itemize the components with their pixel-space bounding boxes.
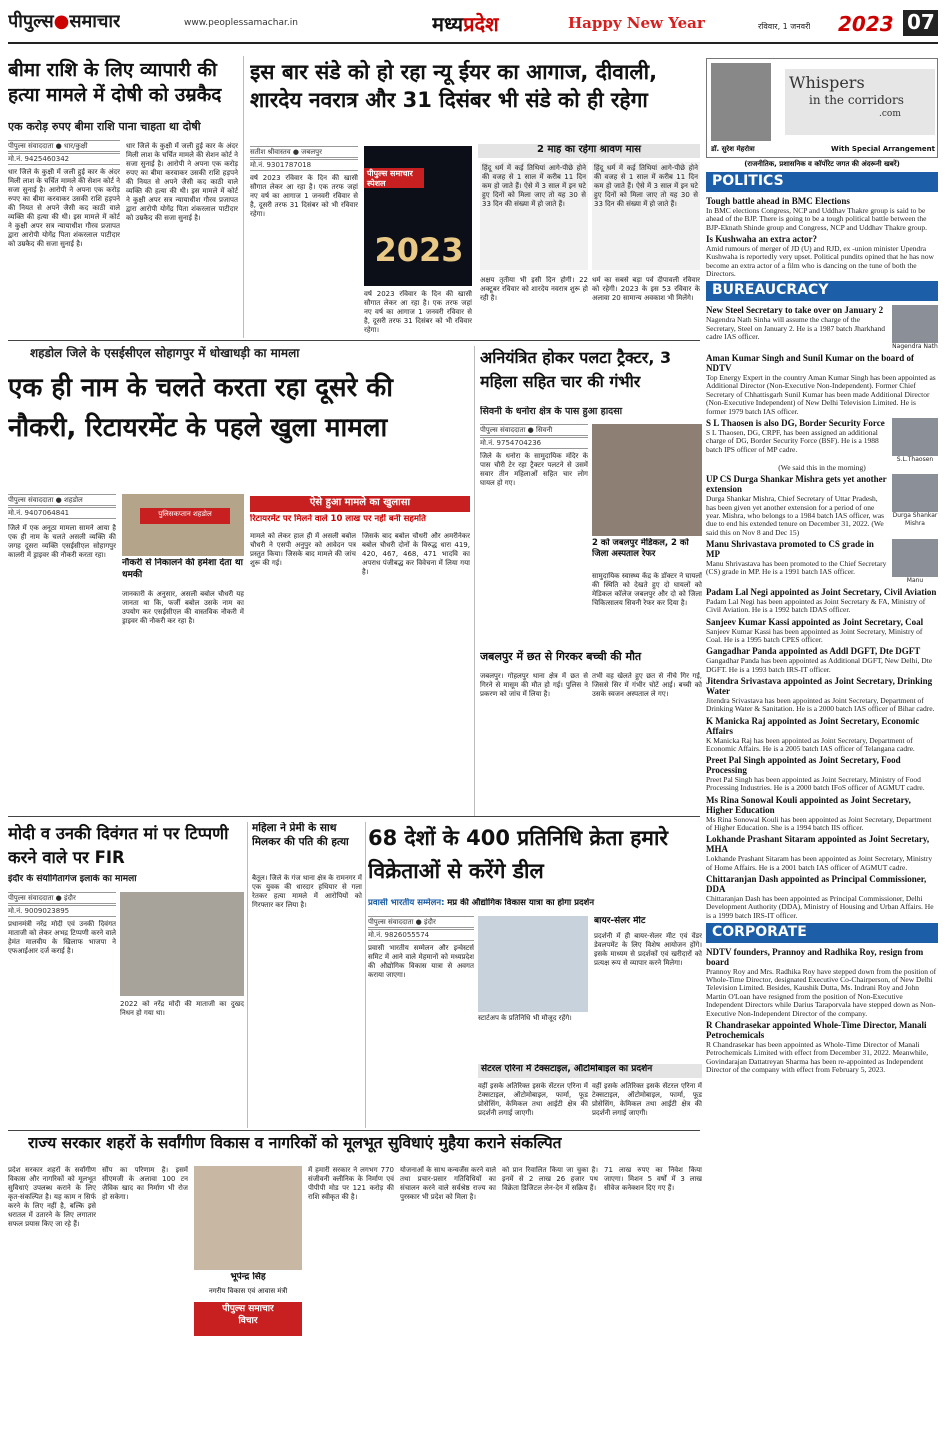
story9-author: भूपेन्द्र सिंह [230, 1272, 266, 1282]
whisper-body: K Manicka Raj has been appointed as Joint Secretary, Department of Economic Affairs. He is a 2005 batch IAS officer of Telangana cadre. [706, 735, 915, 753]
whisper-body: Gangadhar Panda has been appointed as Additional DGFT, New Delhi, Dte DGFT. He is a 1993 batch IRS-IT officer. [706, 656, 933, 674]
official-photo [892, 474, 938, 528]
column-rule [365, 822, 366, 1128]
story3-box-title: ऐसे हुआ मामले का खुलासा [250, 496, 470, 512]
whisper-item [706, 351, 938, 416]
whisper-headline: R Chandrasekar appointed Whole-Time Director, Manali Petrochemicals [706, 1019, 927, 1040]
section-header-corporate: CORPORATE [706, 923, 938, 943]
whisper-headline: Lokhande Prashant Sitaram appointed as Joint Secretary, MHA [706, 834, 930, 855]
story5-headline: जबलपुर में छत से गिरकर बच्ची की मौत [480, 650, 642, 663]
whispers-header [706, 58, 938, 158]
issue-date: रविवार, 1 जनवरी [758, 22, 811, 31]
story8-subhead: मप्र की औद्योगिक विकास यात्रा का होगा प्रदर्शन [447, 898, 595, 908]
story9-body3: में हमारी सरकार ने लगभग 770 संजीवनी क्लीनिक के निर्माण एवं पीपीपी मोड पर 121 करोड़ की राशि स्वीकृत की है। [308, 1166, 394, 1201]
whisper-body: R Chandrasekar has been appointed as Whole-Time Director of Manali Petrochemicals Limited with effect from December 31, 2022. Meanwhile, Govindarajan Dattatreyan Sharma has been re-appointed as Independent Director of the company with effect from February 5, 2023. [706, 1039, 929, 1074]
whisper-headline: Preet Pal Singh appointed as Joint Secretary, Food Processing [706, 755, 901, 776]
story1-byline: पीपुल्स संवाददाता ● धार/कुक्षी [8, 140, 120, 152]
story2-body: वर्ष 2023 रविवार के दिन की खासी सौगात लेकर आ रहा है। एक तरफ जहां नए वर्ष का आगाज 1 जनवरी रविवार से है, दूसरी तरफ 31 दिसंबर को भी रविवार रहेगा। [250, 174, 358, 218]
whisper-headline: Aman Kumar Singh and Sunil Kumar on the board of NDTV [706, 353, 914, 374]
story4-mobile: मो.नं. 9754704236 [480, 437, 588, 449]
story1-body-col2: धार जिले के कुक्षी में जली हुई कार के अंदर मिली लाश के चर्चित मामले की सेशन कोर्ट ने सजा सुनाई है। आरोपी ने अपना एक करोड़ रुपए का बीमा करवाकर उसकी राशि हड़पने की नियत से अपने जैसी कद काठी वाले व्यक्ति की हत्या की थी। इस मामले में कोर्ट ने कुक्षी अपर सत्र न्यायाधीश गौरव प्रजापत द्वारा आरोपी योगेंद्र पिता शंकरलाल पाटीदार को उम्रकैद की सजा सुनाई है। [126, 142, 238, 222]
story8-mobile: मो.नं. 9826055574 [368, 929, 474, 941]
story1-subhead: एक करोड़ रुपए बीमा राशि पाना चाहता था दोषी [8, 120, 201, 133]
shravan-box-body: हिंदू धर्म में कई तिथियां आगे-पीछे होने की वजह से 1 साल में करीब 11 दिन कम हो जाते हैं। ऐसे में 3 साल में इन घटे हुए दिनों को मिला जाए तो यह 30 से 33 दिन की संख्या में हो जाते हैं। [480, 162, 588, 270]
whisper-item [706, 832, 938, 872]
trade-hall-photo [478, 916, 588, 1012]
story3-kicker: शहडोल जिले के एसईसीएल सोहागपुर में धोखाधड़ी का मामला [30, 346, 300, 360]
whisper-item [706, 472, 938, 537]
shravan-box-title: 2 माह का रहेगा श्रावण मास [478, 144, 700, 158]
whisper-body: Lokhande Prashant Sitaram has been appointed as Joint Secretary, Ministry of Home Affairs. He is a 2001 batch IAS officer of AGMUT cadre. [706, 854, 933, 872]
whisper-body: Ms Rina Sonowal Kouli has been appointed as Joint Secretary, Department of Higher Education. She is a 1994 batch IIS officer. [706, 814, 932, 833]
official-photo [892, 418, 938, 462]
photo-year-text: 2023 [374, 231, 464, 266]
whispers-logo: Whispers in the corridors .com [785, 69, 935, 135]
story8-bottom-body2: वहीं इसके अतिरिक्त इसके सेंटरल एरिना में टेक्सटाइल, ऑटोमोबाइल, फार्मा, फूड प्रोसेसिंग, केमिकल तथा आईटी क्षेत्र की प्रदर्शनी लगाई जाएगी। [592, 1082, 702, 1117]
story3-side-body: जानकारी के अनुसार, असली बबोल चौधरी यह जानता था कि, फर्जी बबोल उसके नाम का उपयोग कर एसईसीएल की वास्तविक नौकरी में ड्राइवर की नौकरी कर रहा है। [122, 590, 244, 625]
whisper-body: S L Thaosen, DG, CRPF, has been assigned an additional charge of DG, Border Security Force (BSF). He is a 1988 batch IPS officer of MP cadre. [706, 427, 879, 454]
story8-headline: 68 देशों के 400 प्रतिनिधि क्रेता हमारे विक्रेताओं से करेंगे डील [368, 826, 669, 883]
whisper-body: Chittaranjan Dash has been appointed as Principal Commissioner, Delhi Development Authority (DDA), Ministry of Housing and Urban Affairs. He is a 1999 batch IRS-IT officer. [706, 893, 934, 920]
whisper-item [706, 194, 938, 232]
story6-byline: पीपुल्स संवाददाता ● इंदौर [8, 892, 116, 904]
story4-side-body: सामुदायिक स्वास्थ्य केंद्र के डॉक्टर ने घायलों की स्थिति को देखते हुए दो घायलों को मेडिकल कॉलेज जबलपुर और दो को जिला चिकित्सालय सिवनी रेफर कर दिया है। [592, 572, 702, 607]
whisper-item [706, 872, 938, 920]
whisper-item [706, 945, 938, 1018]
protest-photo [120, 892, 244, 996]
story6-subhead: इंदौर के संयोगितागंज इलाके का मामला [8, 874, 137, 884]
whisper-body: Jitendra Srivastava has been appointed as Joint Secretary, Department of Drinking Water & Sanitation. He is a 2000 batch IAS officer of Bihar cadre. [706, 695, 935, 714]
story8-side-body: प्रदर्शनी में ही बायर-सेलर मीट एवं वेंडर डेवलपमेंट के लिए विशेष आयोजन होंगे। इसके माध्यम से प्रदर्शकों एवं खरीदारों को प्रत्यक्ष रूप से व्यापार करने मिलेगा। [594, 932, 702, 967]
story6-body: प्रधानमंत्री नरेंद्र मोदी एवं उनकी दिवंगत माताजी को लेकर अभद्र टिप्पणी करने वाले हेमंत मालवीय के खिलाफ भाजपा ने एफआईआर दर्ज कराई है। [8, 920, 116, 955]
brand-logo[interactable]: पीपुल्स●समाचार [8, 11, 121, 32]
minister-photo [194, 1166, 302, 1270]
story3-mobile: मो.नं. 9407064841 [8, 507, 116, 519]
whispers-sections [706, 172, 938, 1074]
story1-headline: बीमा राशि के लिए व्यापारी की हत्या मामले में दोषी को उम्रकैद [8, 59, 222, 106]
injured-woman-photo [592, 424, 702, 536]
section-title: मध्यप्रदेश [432, 12, 499, 36]
page-number: 07 [903, 10, 938, 36]
story4-subhead: सिवनी के धनोरा क्षेत्र के पास हुआ हादसा [480, 406, 623, 417]
story6-photo-caption: 2022 को नरेंद्र मोदी की माताजी का दुखद निधन हो गया था। [120, 1000, 244, 1017]
story8-byline: पीपुल्स संवाददाता ● इंदौर [368, 916, 474, 928]
story2-headline: इस बार संडे को हो रहा न्यू ईयर का आगाज, दीवाली, शारदेय नवरात्र और 31 दिसंबर भी संडे को ही रहेगा [250, 60, 658, 113]
whisper-item [706, 232, 938, 278]
column-rule [474, 346, 475, 816]
whisper-body: Manu Shrivastava has been promoted to the Chief Secretary (CS) grade in MP. He is a 1991 batch IAS officer. [706, 558, 887, 577]
whisper-body: Preet Pal Singh has been appointed as Joint Secretary, Ministry of Food Processing Industries. He is a 2000 batch IFoS officer of AGMUT cadre. [706, 775, 925, 793]
sp-office-photo [122, 494, 244, 556]
whisper-item [706, 537, 938, 585]
story2-byline: सतीश श्रीवास्तव ● जबलपुर [250, 146, 358, 158]
story9-body4: योजनाओं के साथ कन्वर्जेंस करने वाले तथा प्रचार-प्रसार गतिविधियों का संचालन करने वाले सर्वश्रेष्ठ राज्य का पुरस्कार भी प्रदेश को मिला है। [400, 1166, 496, 1201]
whisper-headline: New Steel Secretary to take over on January 2 [706, 305, 884, 316]
shravan-box-body-col2: हिंदू धर्म में कई तिथियां आगे-पीछे होने की वजह से 1 साल में करीब 11 दिन कम हो जाते हैं। ऐसे में 3 साल में इन घटे हुए दिनों को मिला जाए तो यह 30 से 33 दिन की संख्या में हो जाते हैं। [592, 162, 700, 270]
story6-headline: मोदी व उनकी दिवंगत मां पर टिप्पणी करने वाले पर FIR [8, 824, 229, 867]
whisper-body: (We said this in the morning) [778, 464, 866, 473]
story9-body6: 71 लाख रुपए का निवेश किया जाएगा। मिशन 5 वर्षों में 3 लाख सीवेज कनेक्शन दिए गए हैं। [604, 1166, 702, 1192]
whisper-body: Top Energy Expert in the country Aman Kumar Singh has been appointed as Additional Director (Non-Executive Non-Independent). Former Chief Secretary of Chhattisgarh Sunil Kumar has been made Additional Director (Non-Executive Independent) of New Delhi Television Limited. He is former 1979 batch IAS officer. [706, 373, 936, 416]
whisper-item [706, 753, 938, 793]
whisper-headline: Padam Lal Negi appointed as Joint Secretary, Civil Aviation [706, 587, 937, 598]
whisper-headline: Is Kushwaha an extra actor? [706, 233, 818, 244]
editor-photo [711, 63, 771, 141]
story5-body2: तभी वह खेलते हुए छत से नीचे गिर गई, जिससे सिर में गंभीर चोटें आई। बच्ची को उसके स्वजन अस्पताल ले गए। [592, 672, 702, 698]
office-signboard: पुलिसकप्तान शहडोल [140, 508, 230, 524]
story3-photo-caption: नौकरी से निकालने की हमेशा देता था धमकी [122, 558, 243, 580]
story1-mobile: मो.नं. 9425460342 [8, 153, 120, 165]
whisper-item [706, 793, 938, 833]
special-arrangement: With Special Arrangement [831, 145, 935, 153]
whisper-item [706, 303, 938, 351]
whisper-body: Sanjeev Kumar Kassi has been appointed as Joint Secretary, Ministry of Coal. He is a 1995 batch CPES officer. [706, 626, 923, 645]
story3-box-body: मामले को लेकर हाल ही में असली बबोल चौधरी ने एसपी अनुपुर को आवेदन पत्र प्रस्तुत किया। जिसके बाद मामले की जांच शुरू की गई। [250, 532, 356, 567]
story3-box-sub: रिटायरमेंट पर मिलने वाले 10 लाख पर नहीं बनी सहमति [250, 514, 426, 524]
vichar-badge: पीपुल्स समाचार विचार [194, 1302, 302, 1336]
story6-mobile: मो.नं. 9009023895 [8, 905, 116, 917]
story5-body: जबलपुर। गोहलपुर थाना क्षेत्र में छत से गिरने से मासूम की मौत हो गई। पुलिस ने प्रकरण को जांच में लिया है। [480, 672, 588, 698]
whisper-item [706, 585, 938, 615]
story8-body: प्रवासी भारतीय सम्मेलन और इन्वेस्टर्स समिट में आने वाले मेहमानों को मध्यप्रदेश की औद्योगिक विकास यात्रा से अवगत कराया जाएगा। [368, 944, 474, 979]
whisper-body: Prannoy Roy and Mrs. Radhika Roy have stepped down from the position of Whole-Time Director, designated Executive Co-Chairperson, of New Delhi Television Limited. Besides, Kaushik Dutta, Ms. Indrani Roy and John Martin O'Loan have resigned from the position of Non-Executive Independent Directors while Darius Taraporvala have stepped down as Non-Executive Non-Independent Director of the company. [706, 966, 937, 1018]
new-year-greeting: Happy New Year [568, 14, 705, 32]
story2-body-col2: वर्ष 2023 रविवार के दिन की खासी सौगात लेकर आ रहा है। एक तरफ जहां नए वर्ष का आगाज 1 जनवरी रविवार से है, दूसरी तरफ 31 दिसंबर को भी रविवार रहेगा। [364, 290, 472, 334]
whisper-item [706, 416, 938, 464]
story3-box-body2: जिसके बाद बबोल चौधरी और अमरीनेकर बबोल चौधरी दोनों के विरुद्ध धारा 419, 420, 467, 468, 471 भादवि का अपराध पंजीबद्ध कर विवेचना में लिया गया है। [362, 532, 470, 576]
photo-caption: Manu [892, 577, 938, 585]
whisper-headline: Ms Rina Sonowal Kouli appointed as Joint Secretary, Higher Education [706, 794, 911, 815]
whisper-headline: K Manicka Raj appointed as Joint Secretary, Economic Affairs [706, 715, 920, 736]
whisper-item [706, 464, 938, 472]
story8-kicker: प्रवासी भारतीय सम्मेलन: [368, 898, 445, 908]
story4-byline: पीपुल्स संवाददाता ● सिवनी [480, 424, 588, 436]
story7-headline: महिला ने प्रेमी के साथ मिलकर की पति की हत्या [252, 822, 349, 848]
whisper-headline: NDTV founders, Prannoy and Radhika Roy, resign from board [706, 946, 924, 967]
fireworks-photo [364, 146, 472, 286]
whisper-headline: Manu Shrivastava promoted to CS grade in MP [706, 539, 874, 560]
story4-photo-caption: 2 को जबलपुर मेडिकल, 2 को जिला अस्पताल रेफर [592, 538, 689, 559]
section-header-bureaucracy: BUREAUCRACY [706, 281, 938, 301]
whisper-headline: UP CS Durga Shankar Mishra gets yet another extension [706, 474, 887, 495]
whispers-tagline: (राजनीतिक, प्रशासनिक व कॉर्पोरेट जगत की अंदरूनी खबरें) [744, 160, 900, 168]
story7-body: बैतूल। जिले के गंज थाना क्षेत्र के रामनगर में एक युवक की धारदार हथियार से गला रेतकर हत्या मामले में आरोपियों को गिरफ्तार कर लिया है। [252, 874, 362, 909]
whisper-item [706, 674, 938, 714]
whisper-headline: S L Thaosen is also DG, Border Security Force [706, 418, 885, 429]
official-photo [892, 539, 938, 583]
story8-bottom-body: वहीं इसके अतिरिक्त इसके सेंटरल एरिना में टेक्सटाइल, ऑटोमोबाइल, फार्मा, फूड प्रोसेसिंग, केमिकल तथा आईटी क्षेत्र की प्रदर्शनी लगाई जाएगी। [478, 1082, 588, 1117]
whisper-item [706, 615, 938, 645]
photo-caption: Nagendra Nath [892, 343, 938, 351]
column-rule [243, 56, 244, 338]
story9-body: प्रदेश सरकार शहरों के सर्वांगीण विकास और नागरिकों को मूलभूत सुविधाएं उपलब्ध कराने के लिए कृत-संकल्पित है। यह काम न सिर्फ करने के लिए नहीं है, बल्कि इसे धरातल में उतारने के लिए लगातार सफल प्रयास किए जा रहे हैं। [8, 1166, 96, 1228]
special-badge: पीपुल्स समाचार स्पेशल [364, 168, 424, 188]
story3-headline: एक ही नाम के चलते करता रहा दूसरे की नौकरी, रिटायरमेंट के पहले खुला मामला [8, 373, 393, 444]
year-logo: 2023 [838, 12, 894, 36]
story3-byline: पीपुल्स संवाददाता ● शहडोल [8, 494, 116, 506]
story4-body: जिले के धनोरा के सामुदायिक मंदिर के पास चौरी टेर रहा ट्रैक्टर पलटने से उसमें सवार तीन महिलाओं सहित चार लोग घायल हो गए। [480, 452, 588, 487]
story4-headline: अनियंत्रित होकर पलटा ट्रैक्टर, 3 महिला सहित चार की गंभीर [480, 348, 672, 391]
photo-caption: S.L.Thaosen [892, 456, 938, 464]
story9-body5: को प्रान रिवालित किया जा चुका है। इनमें से 2 लाख 26 हजार पथ विक्रेता डिजिटल लेन-देन में सक्रिय हैं। [502, 1166, 598, 1192]
story8-bottom-title: सेंटरल एरिना में टेक्सटाइल, ऑटोमोबाइल का प्रदर्शन [478, 1064, 702, 1078]
whisper-body: In BMC elections Congress, NCP and Uddhav Thakre group is said to be ahead of the BJP. There is going to be a tough political battle between the BJP-Eknath Shinde group and Congress, NCP and Uddhav Thakre group. [706, 205, 928, 232]
section-rule [8, 340, 700, 341]
story2-body3: धर्म का सबसे बड़ा पर्व दीपावली रविवार को रहेगी। 2023 के इस 53 रविवार के अलावा 20 सामान्य अवकाश भी मिलेंगे। [592, 276, 700, 302]
photo-caption: Durga Shankar Mishra [892, 512, 938, 528]
story8-side-title: बायर-सेलर मीट [594, 916, 646, 926]
whisper-body: Nagendra Nath Sinha will assume the charge of the Secretary, Steel on January 2. He is a 1987 batch Jharkhand cadre IAS officer. [706, 315, 886, 341]
whisper-body: Amid rumours of merger of JD (U) and RJD, ex -union minister Upendra Kushwaha is reportedly very upset. Political pundits opined that he has now become an extra actor of a film who is dancing on the tune of both the Directors. [706, 243, 934, 278]
website-link[interactable]: www.peoplessamachar.in [184, 18, 298, 28]
story2-mobile: मो.नं. 9301787018 [250, 159, 358, 171]
story2-body2: अक्षय तृतीया भी इसी दिन होगी। 22 अक्टूबर रविवार को शारदेय नवरात्र शुरू हो रही है। [480, 276, 588, 302]
whisper-body: Padam Lal Negi has been appointed as Joint Secretary & FA, Ministry of Civil Aviation. He is a 1992 batch IDAS officer. [706, 597, 926, 615]
story3-body: जिले में एक अनूठा मामला सामने आया है एक ही नाम के चलते असली व्यक्ति की जगह दूसरा व्यक्ति एसईसीएल सोहागपुर कालरी में ड्राइवर की नौकरी करता रहा। [8, 524, 116, 559]
column-rule [247, 822, 248, 1128]
whispers-column [706, 58, 938, 1438]
whisper-headline: Sanjeev Kumar Kassi appointed as Joint Secretary, Coal [706, 616, 924, 627]
section-header-politics: POLITICS [706, 172, 938, 192]
story9-body2: सौंप का परिणाम है। इसमें सीएमजी के अलावा 100 टन जैविक खाद का निर्माण भी रोज हो सकेगा। [102, 1166, 188, 1201]
section-rule [8, 1130, 700, 1131]
editor-name: डॉ. सुरेश मेहरोत्रा [711, 145, 755, 153]
official-photo [892, 305, 938, 349]
whisper-body: Durga Shankar Mishra, Chief Secretary of Uttar Pradesh, has been given yet another extension for a period of one year. Mishra, who belongs to a 1984 batch IAS officer, was due to end his extended tenure on December 31, 2022. (We said this on Nov 8 and Dec 15) [706, 494, 885, 537]
story8-photo-caption: स्टार्टअप के प्रतिनिधि भी मौजूद रहेंगे। [478, 1014, 572, 1022]
story1-body: धार जिले के कुक्षी में जली हुई कार के अंदर मिली लाश के चर्चित मामले की सेशन कोर्ट ने सजा सुनाई है। आरोपी ने अपना एक करोड़ रुपए का बीमा करवाकर उसकी राशि हड़पने की नियत से अपने जैसी कद काठी वाले व्यक्ति की हत्या की थी। इस मामले में कोर्ट ने कुक्षी अपर सत्र न्यायाधीश गौरव प्रजापत द्वारा आरोपी योगेंद्र पिता शंकरलाल पाटीदार को उम्रकैद की सजा सुनाई है। [8, 168, 120, 248]
whisper-item [706, 714, 938, 754]
story9-headline: राज्य सरकार शहरों के सर्वांगीण विकास व नागरिकों को मूलभूत सुविधाएं मुहैया कराने संकल्पित [28, 1134, 562, 1152]
whisper-headline: Gangadhar Panda appointed as Addl DGFT, Dte DGFT [706, 646, 921, 657]
whisper-item [706, 1018, 938, 1074]
story9-author-role: नगरीय विकास एवं आवास मंत्री [208, 1287, 288, 1295]
whisper-headline: Chittaranjan Dash appointed as Principal Commissioner, DDA [706, 873, 927, 894]
masthead [8, 6, 938, 44]
whisper-item [706, 644, 938, 674]
story8-subline [368, 898, 702, 912]
section-rule [8, 816, 700, 817]
whisper-headline: Tough battle ahead in BMC Elections [706, 195, 850, 206]
whisper-headline: Jitendra Srivastava appointed as Joint Secretary, Drinking Water [706, 676, 933, 697]
